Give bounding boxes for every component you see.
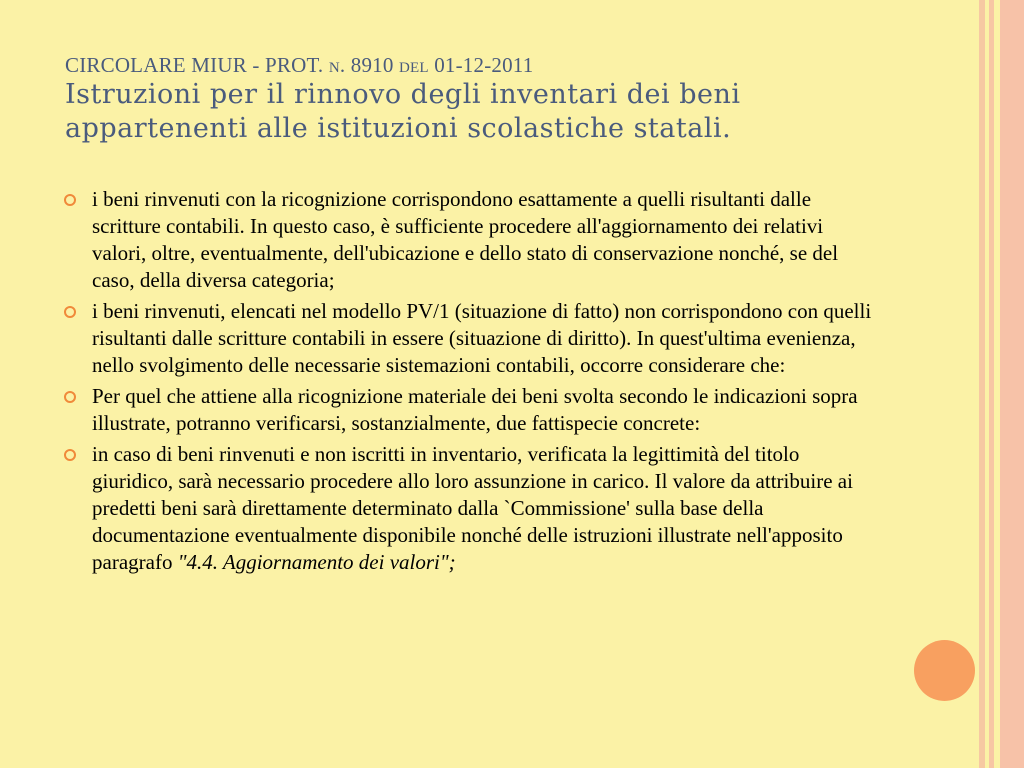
title-text: 8910 [345,53,399,77]
bullet-list [60,186,875,580]
title-text: n. [328,53,346,77]
circle-bullet-icon [64,449,76,461]
stripe [1000,0,1024,768]
list-item [60,383,875,437]
title-text: del [399,53,429,77]
title-text: CIRCOLARE MIUR - PROT. [65,53,329,77]
list-item-text: Per quel che attiene alla ricognizione materiale dei beni svolta secondo le indicazioni sopra illustrate, potranno verificarsi, sostanzialmente, due fattispecie concrete: [92,384,858,435]
list-item-text: i beni rinvenuti con la ricognizione corrispondono esattamente a quelli risultanti dalle scritture contabili. In questo caso, è sufficiente procedere all'aggiornamento dei relativi valori, oltre, eventualmente, dell'ubicazione e dello stato di conservazione nonché, se del caso, della diversa categoria; [92,187,839,292]
circle-bullet-icon [64,391,76,403]
list-item-text: i beni rinvenuti, elencati nel modello PV/1 (situazione di fatto) non corrispondono con quelli risultanti dalle scritture contabili in essere (situazione di diritto). In quest'ultima evenienza, nello svolgimento delle necessarie sistemazioni contabili, occorre considerare che: [92,299,872,377]
list-item [60,441,875,576]
decorative-stripes [979,0,1024,768]
circle-bullet-icon [64,306,76,318]
list-item [60,186,875,294]
title-subtitle: Istruzioni per il rinnovo degli inventari dei beni appartenenti alle istituzioni scolastiche statali. [65,79,741,144]
list-item-italic-text: "4.4. Aggiornamento dei valori"; [177,550,456,574]
slide-title [65,52,915,146]
title-text: 01-12-2011 [428,53,534,77]
decorative-circle [914,640,975,701]
title-reference [65,52,915,78]
list-item-text: in caso di beni rinvenuti e non iscritti in inventario, verificata la legittimità del titolo giuridico, sarà necessario procedere allo loro assunzione in carico. Il valore da attribuire ai predetti beni sarà direttamente determinato dalla `Commissione' sulla base della documentazione eventualmente disponibile nonché delle istruzioni illustrate nell'apposito paragrafo [92,442,853,574]
circle-bullet-icon [64,194,76,206]
list-item [60,298,875,379]
